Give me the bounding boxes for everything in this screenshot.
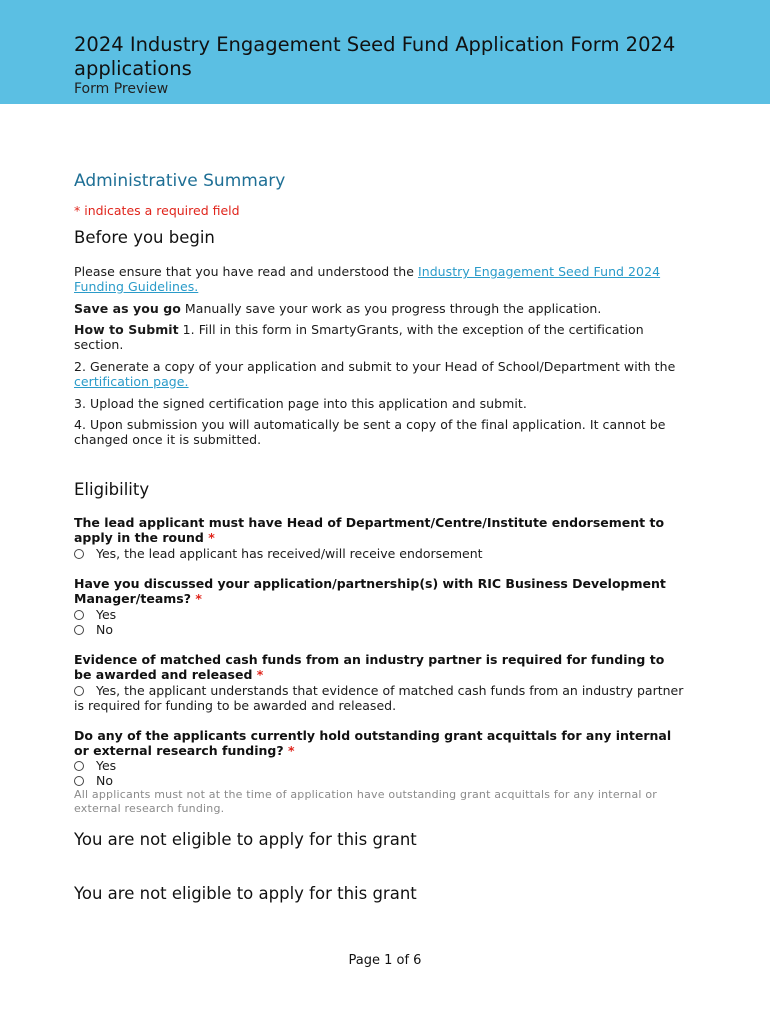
save-text: Manually save your work as you progress through the application. [180, 301, 602, 316]
form-subtitle: Form Preview [74, 81, 169, 97]
form-header [0, 0, 770, 104]
how-to-submit-paragraph [74, 322, 684, 352]
question-endorsement [74, 516, 674, 545]
radio-button[interactable] [74, 610, 84, 620]
option-label: Yes [96, 607, 117, 622]
question-label: The lead applicant must have Head of Department/Centre/Institute endorsement to apply in the round [74, 515, 665, 545]
radio-button[interactable] [74, 776, 84, 786]
option-acquittals-yes[interactable] [74, 758, 684, 773]
option-label: No [96, 773, 113, 788]
option-discussed-no[interactable] [74, 622, 684, 637]
required-star: * [287, 742, 295, 758]
certification-page-link[interactable]: certification page. [74, 374, 189, 389]
option-label: Yes, the applicant understands that evidence of matched cash funds from an industry partner is required for funding to be awarded and released. [74, 683, 684, 713]
guidelines-paragraph [74, 264, 684, 294]
how-to-submit-text: 1. Fill in this form in SmartyGrants, with the exception of the certification section. [74, 322, 644, 352]
required-star: * [208, 529, 215, 545]
question-outstanding-acquittals [74, 729, 674, 758]
option-label: No [96, 622, 113, 637]
save-bold-label: Save as you go [74, 301, 181, 316]
option-endorsement-yes[interactable] [74, 546, 684, 561]
eligibility-heading: Eligibility [74, 480, 150, 499]
question-discussed-partnership [74, 577, 674, 606]
radio-button[interactable] [74, 761, 84, 771]
option-label: Yes [96, 758, 117, 773]
radio-button[interactable] [74, 549, 84, 559]
radio-button[interactable] [74, 686, 84, 696]
required-star: * [256, 666, 264, 682]
not-eligible-message: You are not eligible to apply for this grant [74, 830, 417, 849]
acquittals-help-text: All applicants must not at the time of application have outstanding grant acquittals for any internal or external research funding. [74, 788, 658, 815]
step-3-paragraph: 3. Upload the signed certification page into this application and submit. [74, 396, 527, 411]
how-to-submit-bold-label: How to Submit [74, 322, 179, 337]
option-discussed-yes[interactable] [74, 607, 684, 622]
option-matched-funds-yes[interactable] [74, 683, 684, 713]
radio-button[interactable] [74, 625, 84, 635]
form-title: 2024 Industry Engagement Seed Fund Application Form 2024 applications [74, 33, 676, 80]
step-2-text: 2. Generate a copy of your application and submit to your Head of School/Department with the [74, 359, 676, 374]
step-4-paragraph: 4. Upon submission you will automatically be sent a copy of the final application. It cannot be changed once it is submitted. [74, 417, 666, 447]
guidelines-link[interactable]: Industry Engagement Seed Fund 2024 Funding Guidelines. [74, 264, 661, 294]
guidelines-text: Please ensure that you have read and understood the [74, 264, 418, 279]
option-acquittals-no[interactable] [74, 773, 684, 788]
question-label: Have you discussed your application/partnership(s) with RIC Business Development Manager/teams? [74, 576, 666, 606]
section-title: Administrative Summary [74, 171, 286, 191]
save-paragraph [74, 301, 684, 316]
page-number: Page 1 of 6 [348, 953, 422, 968]
option-label: Yes, the lead applicant has received/will receive endorsement [96, 546, 483, 561]
required-star: * [195, 590, 202, 606]
step-2-paragraph [74, 359, 684, 389]
required-field-note: * indicates a required field [74, 203, 240, 218]
question-label: Do any of the applicants currently hold outstanding grant acquittals for any internal or external research funding? [74, 728, 672, 758]
question-label: Evidence of matched cash funds from an industry partner is required for funding to be awarded and released [74, 652, 665, 682]
not-eligible-message-2: You are not eligible to apply for this grant [74, 884, 417, 903]
before-you-begin-heading: Before you begin [74, 228, 215, 247]
question-matched-cash-funds [74, 653, 674, 682]
